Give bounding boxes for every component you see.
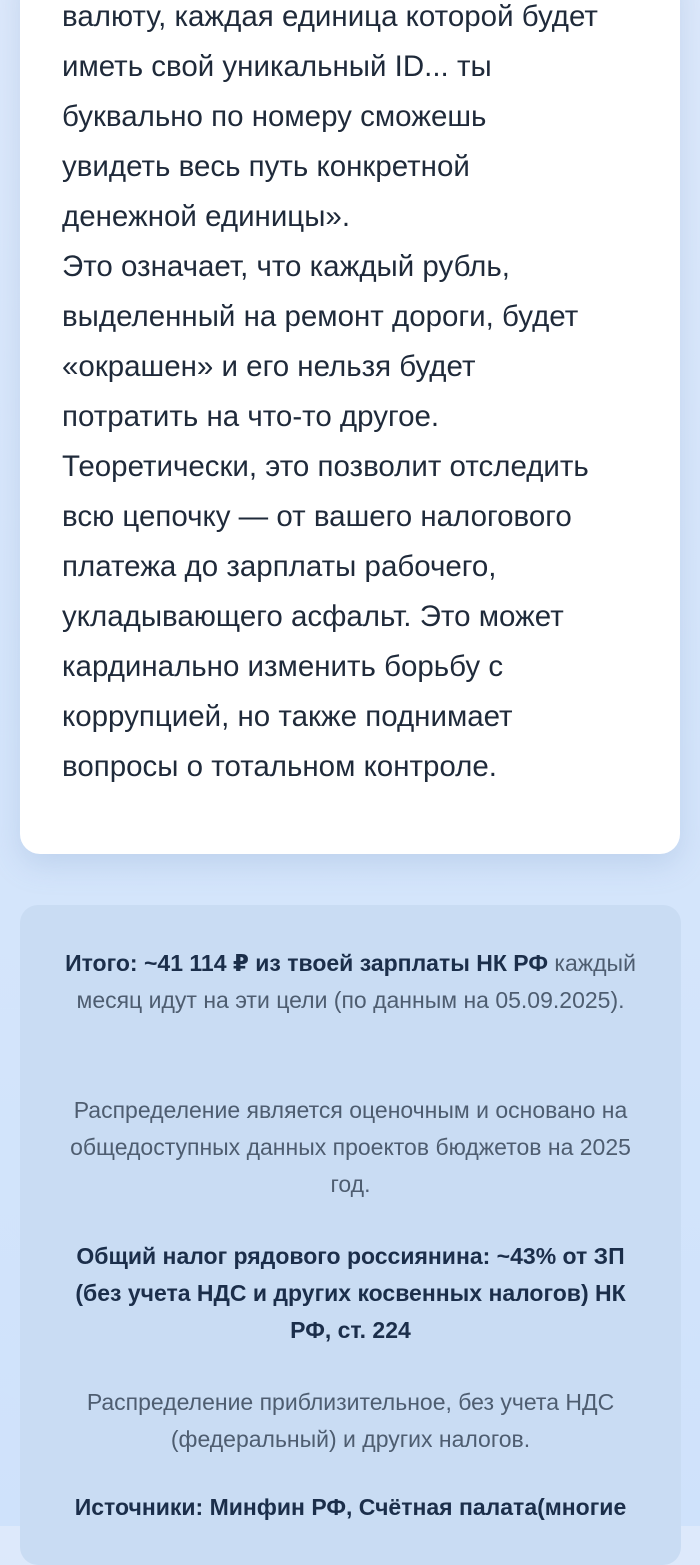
total-summary-bold: Итого: ~41 114 ₽ из твоей зарплаты НК РФ <box>65 950 548 976</box>
tax-note: Общий налог рядового россиянина: ~43% от ЗП (без учета НДС и других косвенных налогов) НК РФ, ст. 224 <box>75 1243 626 1343</box>
total-summary-rest: каждый месяц идут на эти цели (по данным на 05.09.2025). <box>76 950 636 1013</box>
approximation-note: Распределение приблизительное, без учета НДС (федеральный) и других налогов. <box>86 1389 615 1452</box>
estimate-disclaimer: Распределение является оценочным и основано на общедоступных данных проектов бюджетов на 2025 год. <box>70 1097 631 1197</box>
summary-panel <box>20 905 681 1565</box>
article-card <box>20 0 680 854</box>
total-summary <box>60 945 641 1019</box>
article-body-text: валюту, каждая единица которой будет иметь свой уникальный ID... ты буквально по номеру сможешь увидеть весь путь конкретной денежной единицы». Это означает, что каждый рубль, выделенный на ремонт дороги, будет «окрашен» и его нельзя будет потратить на что-то другое. Теоретически, это позволит отследить всю цепочку — от вашего налогового платежа до зарплаты рабочего, укладывающего асфальт. Это может кардинально изменить борьбу с коррупцией, но также поднимает вопросы о тотальном контроле. <box>62 0 598 783</box>
sources-text: Источники: Минфин РФ, Счётная палата(многие <box>74 1494 627 1520</box>
